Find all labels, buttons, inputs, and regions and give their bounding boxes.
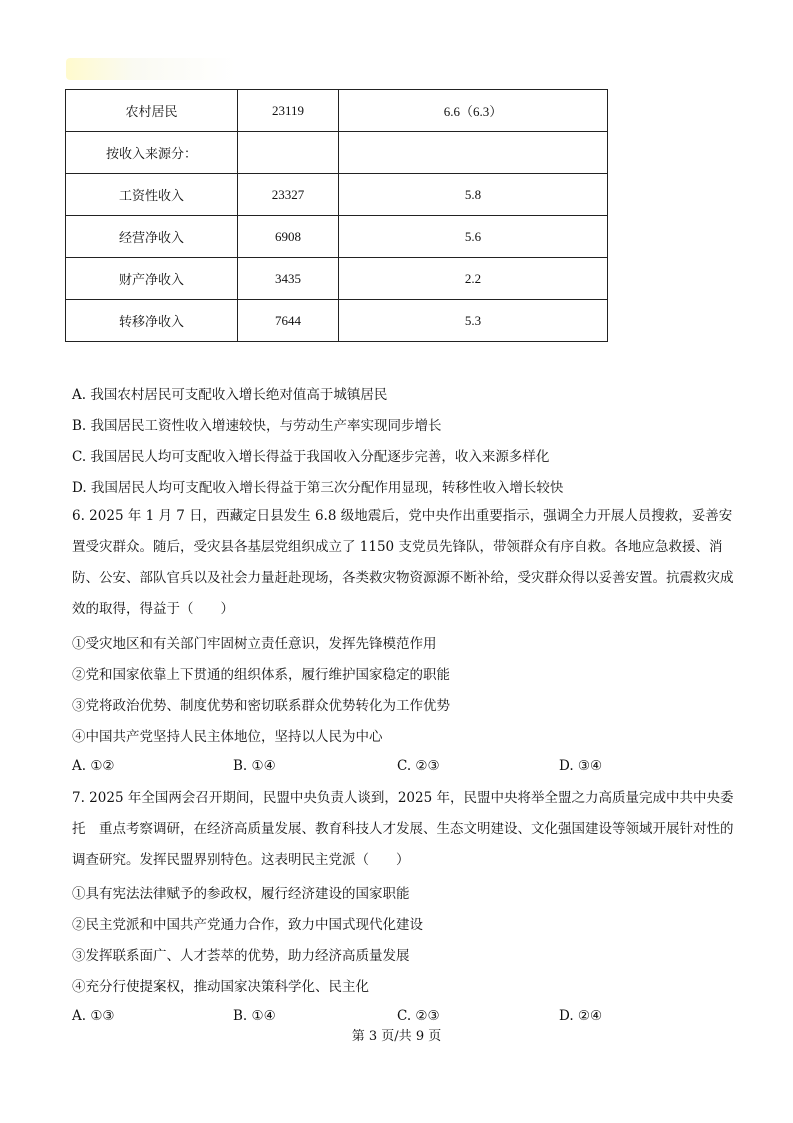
table-row	[66, 90, 608, 132]
q6-choice-c: C. ②③	[397, 758, 440, 774]
q6-choice-b: B. ①④	[233, 758, 276, 774]
income-table	[65, 89, 608, 342]
row-label: 转移净收入	[66, 300, 238, 342]
page-number: 第 3 页/共 9 页	[351, 1029, 442, 1044]
q6-item-4: ④中国共产党坚持人民主体地位，坚持以人民为中心	[72, 729, 383, 745]
q7-choice-b: B. ①④	[233, 1008, 276, 1024]
row-value: 3435	[238, 258, 339, 300]
q7-item-4: ④充分行使提案权，推动国家决策科学化、民主化	[72, 979, 369, 995]
q6-item-1: ①受灾地区和有关部门牢固树立责任意识，发挥先锋模范作用	[72, 636, 437, 652]
scan-smudge	[66, 58, 236, 80]
q7-item-2: ②民主党派和中国共产党通力合作，致力中国式现代化建设	[72, 917, 423, 933]
row-growth: 5.8	[339, 174, 608, 216]
row-value	[238, 132, 339, 174]
row-value: 23119	[238, 90, 339, 132]
q5-option-a: A. 我国农村居民可支配收入增长绝对值高于城镇居民	[72, 387, 388, 403]
q6-item-3: ③党将政治优势、制度优势和密切联系群众优势转化为工作优势	[72, 698, 450, 714]
row-growth: 2.2	[339, 258, 608, 300]
q7-choice-c: C. ②③	[397, 1008, 440, 1024]
row-label: 按收入来源分：	[66, 132, 238, 174]
row-growth: 5.6	[339, 216, 608, 258]
q5-option-c: C. 我国居民人均可支配收入增长得益于我国收入分配逐步完善，收入来源多样化	[72, 449, 550, 465]
q7-item-1: ①具有宪法法律赋予的参政权，履行经济建设的国家职能	[72, 886, 410, 902]
table-row	[66, 300, 608, 342]
row-value: 6908	[238, 216, 339, 258]
row-value: 7644	[238, 300, 339, 342]
q6-item-2: ②党和国家依靠上下贯通的组织体系，履行维护国家稳定的职能	[72, 667, 450, 683]
table-row	[66, 174, 608, 216]
table-row	[66, 216, 608, 258]
row-label: 农村居民	[66, 90, 238, 132]
q6-stem: 6. 2025 年 1 月 7 日，西藏定日县发生 6.8 级地震后，党中央作出重要指示，强调全力开展人员搜救，妥善安置受灾群众。随后，受灾县各基层党组织成立了 1150 支党员先锋队，带领群众有序自救。各地应急救援、消防、公安、部队官兵以及社会力量赶赴现场，各类救灾物资源源不断补给，受灾群众得以妥善安置。抗震救灾成效的取得，得益于（ ）	[72, 508, 734, 617]
q7-choice-a: A. ①③	[72, 1008, 115, 1024]
table-row	[66, 258, 608, 300]
q7-item-3: ③发挥联系面广、人才荟萃的优势，助力经济高质量发展	[72, 948, 410, 964]
row-label: 财产净收入	[66, 258, 238, 300]
row-growth: 6.6（6.3）	[339, 90, 608, 132]
q5-option-d: D. 我国居民人均可支配收入增长得益于第三次分配作用显现，转移性收入增长较快	[72, 480, 564, 496]
row-growth	[339, 132, 608, 174]
row-growth: 5.3	[339, 300, 608, 342]
q5-option-b: B. 我国居民工资性收入增速较快，与劳动生产率实现同步增长	[72, 418, 442, 434]
q7-stem: 7. 2025 年全国两会召开期间，民盟中央负责人谈到，2025 年，民盟中央将举全盟之力高质量完成中共中央委托 重点考察调研，在经济高质量发展、教育科技人才发展、生态文明建设、文化强国建设等领域开展针对性的调查研究。发挥民盟界别特色。这表明民主党派（ ）	[72, 790, 734, 868]
q6-choice-a: A. ①②	[72, 758, 115, 774]
row-value: 23327	[238, 174, 339, 216]
q7-choice-d: D. ②④	[559, 1008, 603, 1024]
row-label: 工资性收入	[66, 174, 238, 216]
table-row	[66, 132, 608, 174]
row-label: 经营净收入	[66, 216, 238, 258]
q6-choice-d: D. ③④	[559, 758, 603, 774]
